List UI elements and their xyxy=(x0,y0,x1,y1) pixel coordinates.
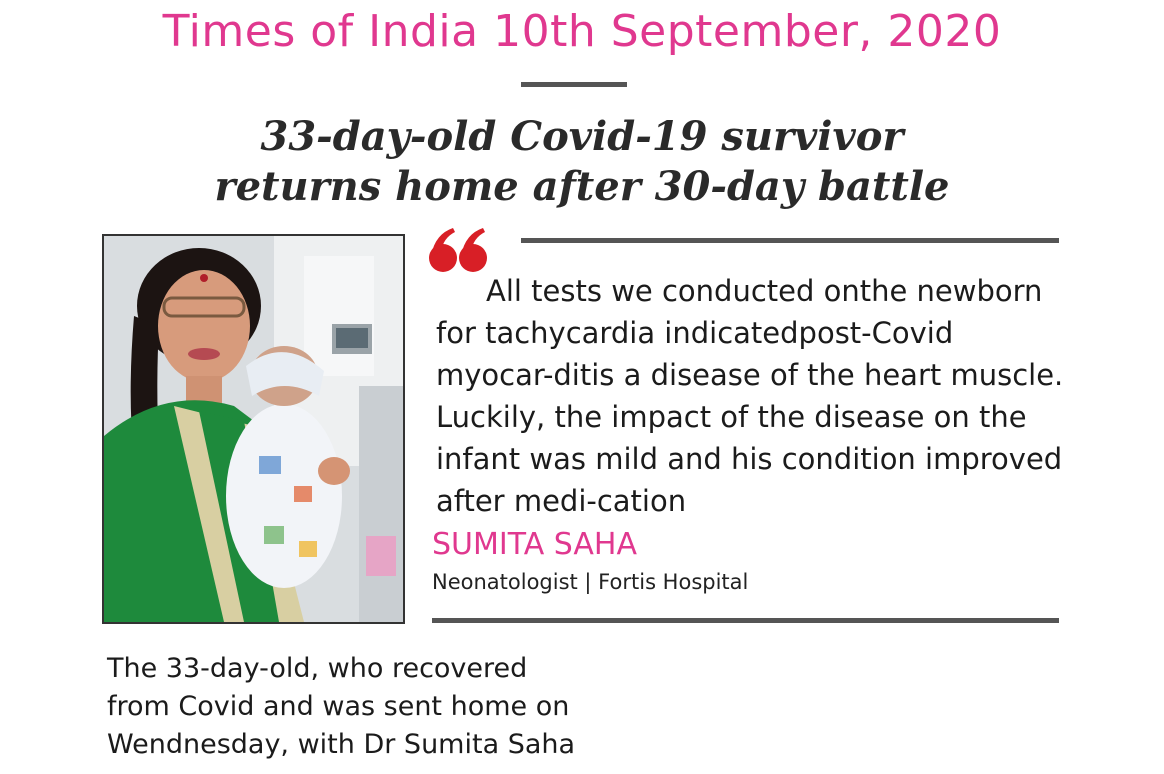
caption-line-2: from Covid and was sent home on xyxy=(107,691,570,722)
caption-line-3: Wendnesday, with Dr Sumita Saha xyxy=(107,729,576,760)
pull-quote-text: All tests we conducted onthe newborn for tachycardia indicatedpost-Covid myocar-ditis a disease of the heart muscle. Luckily, the impact of the disease on the infant was mild and his condition improved after medi-cation xyxy=(436,274,1064,518)
masthead-title: Times of India 10th September, 2020 xyxy=(162,6,1002,57)
quote-bottom-rule xyxy=(432,618,1059,623)
headline-line-1: 33-day-old Covid-19 survivor xyxy=(260,113,904,160)
doctor-with-baby-illustration xyxy=(104,236,403,622)
article-headline xyxy=(0,112,1164,212)
quote-author-name: SUMITA SAHA xyxy=(432,527,637,562)
article-photo xyxy=(102,234,405,624)
headline-line-2: returns home after 30-day battle xyxy=(214,163,950,210)
quote-top-rule xyxy=(521,238,1059,243)
caption-line-1: The 33-day-old, who recovered xyxy=(107,653,528,684)
photo-caption xyxy=(107,650,627,764)
title-divider xyxy=(521,82,627,87)
quote-author-role: Neonatologist | Fortis Hospital xyxy=(432,570,749,594)
